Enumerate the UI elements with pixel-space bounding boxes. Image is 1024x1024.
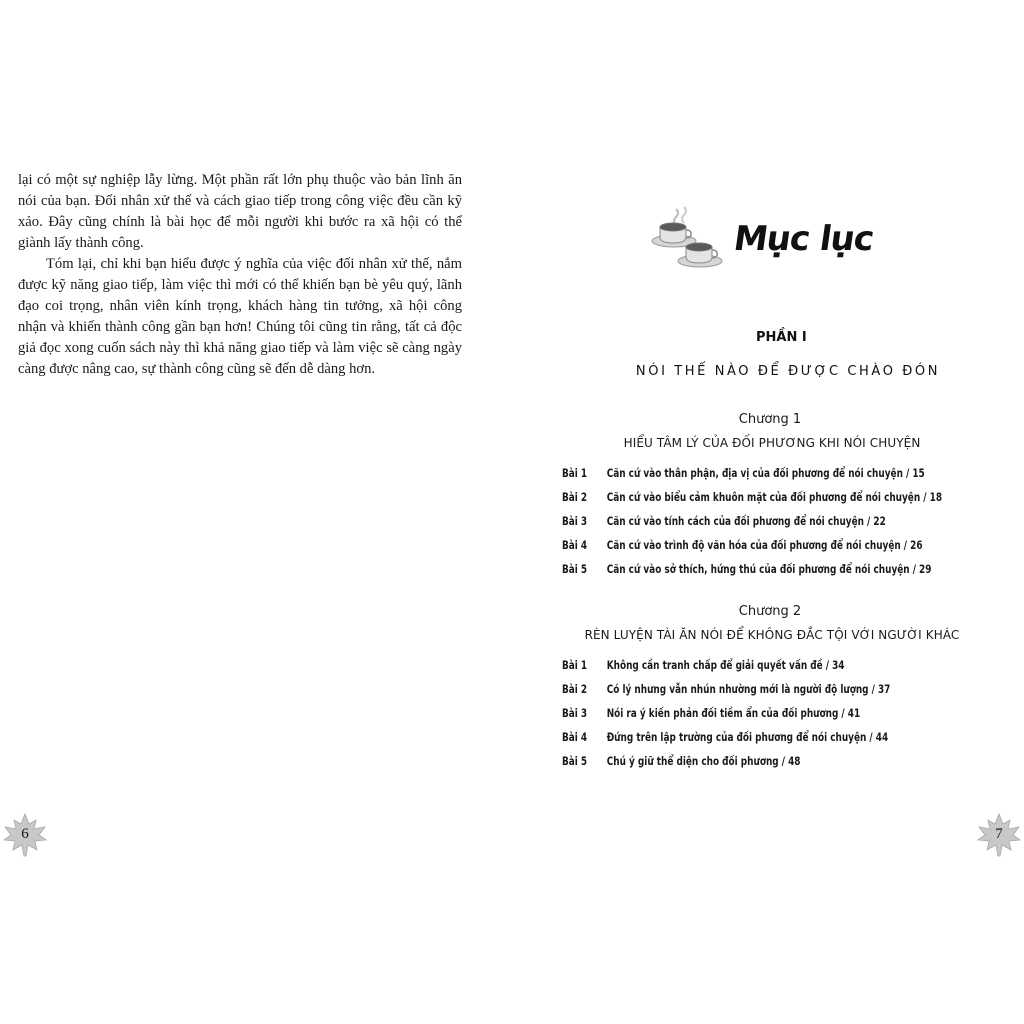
lesson-number: Bài 2: [562, 490, 588, 504]
toc-entry[interactable]: [562, 749, 923, 773]
chapter-title: HIỂU TÂM LÝ CỦA ĐỐI PHƯƠNG KHI NÓI CHUYỆN: [623, 436, 921, 450]
toc-header: [650, 205, 890, 275]
lesson-number: Bài 1: [562, 466, 588, 480]
lesson-title: Căn cứ vào trình độ văn hóa của đối phương để nói chuyện / 26: [606, 538, 923, 552]
lesson-number: Bài 1: [562, 658, 588, 672]
toc-entry[interactable]: [562, 461, 923, 485]
toc-entry[interactable]: [562, 725, 923, 749]
lesson-title: Nói ra ý kiến phản đối tiềm ẩn của đối phương / 41: [606, 706, 861, 720]
toc-entry[interactable]: [562, 509, 923, 533]
lesson-title: Chú ý giữ thể diện cho đối phương / 48: [606, 754, 801, 768]
page-number: 6: [21, 826, 29, 842]
part-title: NÓI THẾ NÀO ĐỂ ĐƯỢC CHÀO ĐÓN: [635, 364, 941, 379]
lesson-number: Bài 4: [562, 538, 588, 552]
lesson-title: Có lý nhưng vẫn nhún nhường mới là người độ lượng / 37: [606, 682, 891, 696]
lesson-title: Căn cứ vào biểu cảm khuôn mặt của đối phương để nói chuyện / 18: [606, 490, 943, 504]
page-number: 7: [995, 826, 1003, 842]
toc-entry[interactable]: [562, 557, 932, 581]
toc-entry[interactable]: [562, 653, 923, 677]
lesson-number: Bài 3: [562, 706, 588, 720]
lesson-title: Căn cứ vào tính cách của đối phương để nói chuyện / 22: [606, 514, 886, 528]
page-number-right: [976, 812, 1022, 858]
chapter-title: RÈN LUYỆN TÀI ĂN NÓI ĐỂ KHÔNG ĐẮC TỘI VỚI NGƯỜI KHÁC: [584, 628, 960, 642]
lesson-title: Đứng trên lập trường của đối phương để nói chuyện / 44: [606, 730, 889, 744]
toc-entry[interactable]: [562, 677, 923, 701]
lesson-title: Căn cứ vào sở thích, hứng thú của đối phương để nói chuyện / 29: [606, 562, 932, 576]
page-number-left: [2, 812, 48, 858]
lesson-number: Bài 5: [562, 754, 588, 768]
toc-title: Mục lục: [731, 219, 876, 259]
lesson-number: Bài 2: [562, 682, 588, 696]
lesson-list: [562, 461, 982, 581]
toc-entry[interactable]: [562, 533, 923, 557]
body-text: [18, 170, 462, 380]
paragraph: lại có một sự nghiệp lẫy lừng. Một phần rất lớn phụ thuộc vào bản lĩnh ăn nói của bạn. Đối nhân xử thế và cách giao tiếp trong công việc đều cần kỹ xảo. Đây cũng chính là bài học để mỗi người khi bước ra xã hội có thể giành lấy thành công.: [18, 172, 462, 251]
chapter-2: [562, 603, 982, 773]
chapter-label: Chương 1: [738, 412, 802, 427]
lesson-number: Bài 3: [562, 514, 588, 528]
chapter-label: Chương 2: [738, 604, 802, 619]
coffee-cups-icon: [650, 205, 730, 271]
right-page: [512, 0, 1024, 1024]
lesson-number: Bài 4: [562, 730, 588, 744]
chapter-1: [562, 411, 982, 581]
toc-entry[interactable]: [562, 485, 943, 509]
lesson-title: Không cần tranh chấp để giải quyết vấn đề / 34: [606, 658, 845, 672]
lesson-list: [562, 653, 982, 773]
part-label: PHẦN I: [756, 330, 807, 345]
lesson-number: Bài 5: [562, 562, 588, 576]
lesson-title: Căn cứ vào thân phận, địa vị của đối phương để nói chuyện / 15: [606, 466, 925, 480]
toc-entry[interactable]: [562, 701, 923, 725]
paragraph: Tóm lại, chỉ khi bạn hiểu được ý nghĩa của việc đối nhân xử thế, nắm được kỹ năng giao tiếp, làm việc thì mới có thể khiến bạn bè yêu quý, lãnh đạo coi trọng, nhân viên kính trọng, khách hàng tin tưởng, xã hội công nhận và khiến thành công gần bạn hơn! Chúng tôi cũng tin rằng, tất cả độc giả đọc xong cuốn sách này thì khả năng giao tiếp và làm việc sẽ càng ngày càng được nâng cao, sự thành công cũng sẽ đến dễ dàng hơn.: [18, 256, 462, 377]
